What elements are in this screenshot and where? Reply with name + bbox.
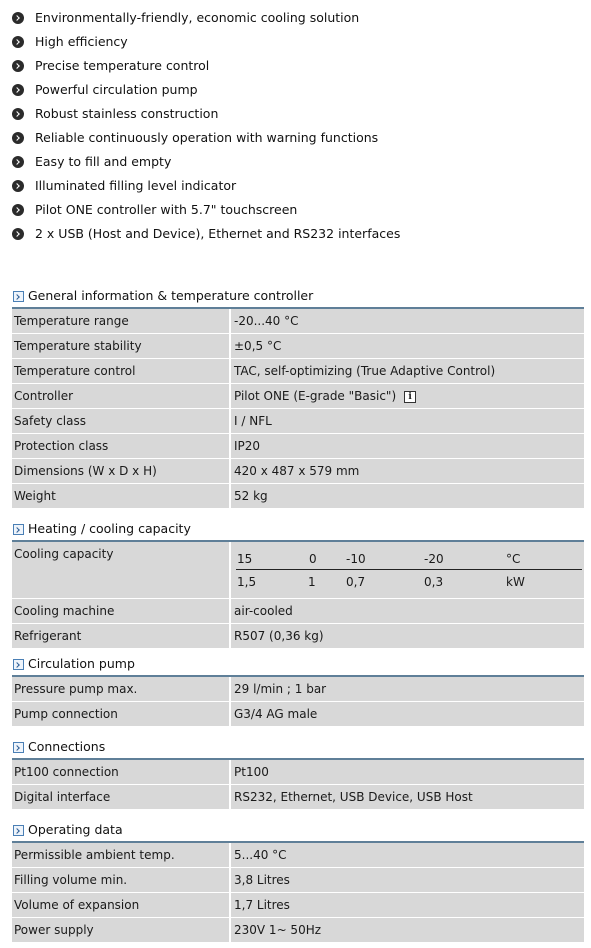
table-row <box>12 893 584 918</box>
feature-text: Reliable continuously operation with warning functions <box>35 130 379 145</box>
spec-value: Pt100 <box>230 760 584 785</box>
chevron-right-square-icon <box>13 825 24 836</box>
spec-value: 29 l/min ; 1 bar <box>230 677 584 702</box>
chevron-right-circle-icon <box>12 108 24 120</box>
spec-value: 3,8 Litres <box>230 868 584 893</box>
feature-item <box>0 199 591 223</box>
spec-value: R507 (0,36 kg) <box>230 624 584 649</box>
feature-item <box>0 223 591 247</box>
table-row <box>12 334 584 359</box>
spec-label: Protection class <box>12 434 230 459</box>
spec-value: ±0,5 °C <box>230 334 584 359</box>
power-value: 0,7 <box>346 575 366 589</box>
spec-value: RS232, Ethernet, USB Device, USB Host <box>230 785 584 810</box>
spec-value: TAC, self-optimizing (True Adaptive Control) <box>230 359 584 384</box>
spec-value: 1,7 Litres <box>230 893 584 918</box>
table-row <box>12 624 584 649</box>
chevron-right-circle-icon <box>12 180 24 192</box>
section-title: Heating / cooling capacity <box>28 521 191 536</box>
feature-item <box>0 55 591 79</box>
chevron-right-circle-icon <box>12 36 24 48</box>
capacity-table <box>234 547 584 593</box>
chevron-right-circle-icon <box>12 156 24 168</box>
table-row <box>12 384 584 409</box>
chevron-right-circle-icon <box>12 204 24 216</box>
spec-table <box>12 677 584 727</box>
table-row <box>12 409 584 434</box>
section-heating-cooling <box>12 520 584 649</box>
spec-label: Pressure pump max. <box>12 677 230 702</box>
spec-label: Permissible ambient temp. <box>12 843 230 868</box>
section-title: Operating data <box>28 822 123 837</box>
section-operating-data <box>12 821 584 943</box>
table-row <box>12 542 584 599</box>
feature-text: Precise temperature control <box>35 58 210 73</box>
section-general <box>12 287 584 509</box>
spec-value <box>230 384 584 409</box>
table-row <box>12 918 584 943</box>
power-value: 0,3 <box>424 575 444 589</box>
spec-label: Safety class <box>12 409 230 434</box>
table-row <box>12 359 584 384</box>
chevron-right-circle-icon <box>12 12 24 24</box>
chevron-right-square-icon <box>13 524 24 535</box>
feature-item <box>0 79 591 103</box>
controller-value: Pilot ONE (E-grade "Basic") <box>234 389 397 403</box>
spec-label: Weight <box>12 484 230 509</box>
feature-text: Pilot ONE controller with 5.7" touchscreen <box>35 202 298 217</box>
spec-table <box>12 542 584 649</box>
chevron-right-square-icon <box>13 742 24 753</box>
temp-value: -20 <box>424 552 444 566</box>
spec-label: Refrigerant <box>12 624 230 649</box>
power-value: 1,5 <box>237 575 257 589</box>
chevron-right-circle-icon <box>12 228 24 240</box>
feature-text: 2 x USB (Host and Device), Ethernet and RS232 interfaces <box>35 226 401 241</box>
table-row <box>12 677 584 702</box>
spec-value: air-cooled <box>230 599 584 624</box>
spec-value: 230V 1~ 50Hz <box>230 918 584 943</box>
feature-text: High efficiency <box>35 34 128 49</box>
spec-value: -20...40 °C <box>230 309 584 334</box>
temp-value: 15 <box>237 552 253 566</box>
spec-label: Digital interface <box>12 785 230 810</box>
table-row <box>12 785 584 810</box>
feature-item <box>0 31 591 55</box>
chevron-right-square-icon <box>13 659 24 670</box>
spec-table <box>12 843 584 943</box>
spec-table <box>12 309 584 509</box>
spec-value: G3/4 AG male <box>230 702 584 727</box>
feature-text: Powerful circulation pump <box>35 82 198 97</box>
spec-label: Temperature range <box>12 309 230 334</box>
spec-label: Cooling capacity <box>12 542 230 599</box>
table-row <box>12 484 584 509</box>
spec-label: Volume of expansion <box>12 893 230 918</box>
chevron-right-circle-icon <box>12 132 24 144</box>
feature-text: Illuminated filling level indicator <box>35 178 237 193</box>
spec-label: Dimensions (W x D x H) <box>12 459 230 484</box>
section-header[interactable] <box>12 655 584 675</box>
table-row <box>12 309 584 334</box>
spec-label: Power supply <box>12 918 230 943</box>
power-unit: kW <box>506 575 525 589</box>
spec-value: 420 x 487 x 579 mm <box>230 459 584 484</box>
table-row <box>12 760 584 785</box>
table-row <box>12 702 584 727</box>
spec-label: Temperature control <box>12 359 230 384</box>
table-row <box>12 599 584 624</box>
table-row <box>12 434 584 459</box>
chevron-right-circle-icon <box>12 60 24 72</box>
section-header[interactable] <box>12 287 584 307</box>
section-connections <box>12 738 584 810</box>
spec-value: IP20 <box>230 434 584 459</box>
temp-value: -10 <box>346 552 366 566</box>
feature-text: Easy to fill and empty <box>35 154 172 169</box>
section-circulation-pump <box>12 655 584 727</box>
section-header[interactable] <box>12 738 584 758</box>
spec-label: Filling volume min. <box>12 868 230 893</box>
section-title: General information & temperature controller <box>28 288 314 303</box>
capacity-divider <box>236 569 582 570</box>
table-row <box>12 459 584 484</box>
temp-value: 0 <box>309 552 317 566</box>
info-icon[interactable]: i <box>404 391 416 403</box>
section-title: Circulation pump <box>28 656 135 671</box>
spec-value: I / NFL <box>230 409 584 434</box>
feature-text: Robust stainless construction <box>35 106 219 121</box>
spec-label: Controller <box>12 384 230 409</box>
feature-item <box>0 103 591 127</box>
section-header[interactable] <box>12 821 584 841</box>
chevron-right-square-icon <box>13 291 24 302</box>
power-value: 1 <box>308 575 316 589</box>
temp-unit: °C <box>506 552 521 566</box>
spec-label: Temperature stability <box>12 334 230 359</box>
cooling-capacity-grid <box>230 542 584 599</box>
feature-item <box>0 151 591 175</box>
feature-text: Environmentally-friendly, economic cooling solution <box>35 10 360 25</box>
table-row <box>12 843 584 868</box>
spec-label: Cooling machine <box>12 599 230 624</box>
section-title: Connections <box>28 739 106 754</box>
spec-label: Pt100 connection <box>12 760 230 785</box>
spec-value: 52 kg <box>230 484 584 509</box>
spec-value: 5...40 °C <box>230 843 584 868</box>
spec-table <box>12 760 584 810</box>
feature-item <box>0 7 591 31</box>
spec-label: Pump connection <box>12 702 230 727</box>
feature-item <box>0 127 591 151</box>
chevron-right-circle-icon <box>12 84 24 96</box>
section-header[interactable] <box>12 520 584 540</box>
feature-list <box>0 7 591 247</box>
table-row <box>12 868 584 893</box>
feature-item <box>0 175 591 199</box>
